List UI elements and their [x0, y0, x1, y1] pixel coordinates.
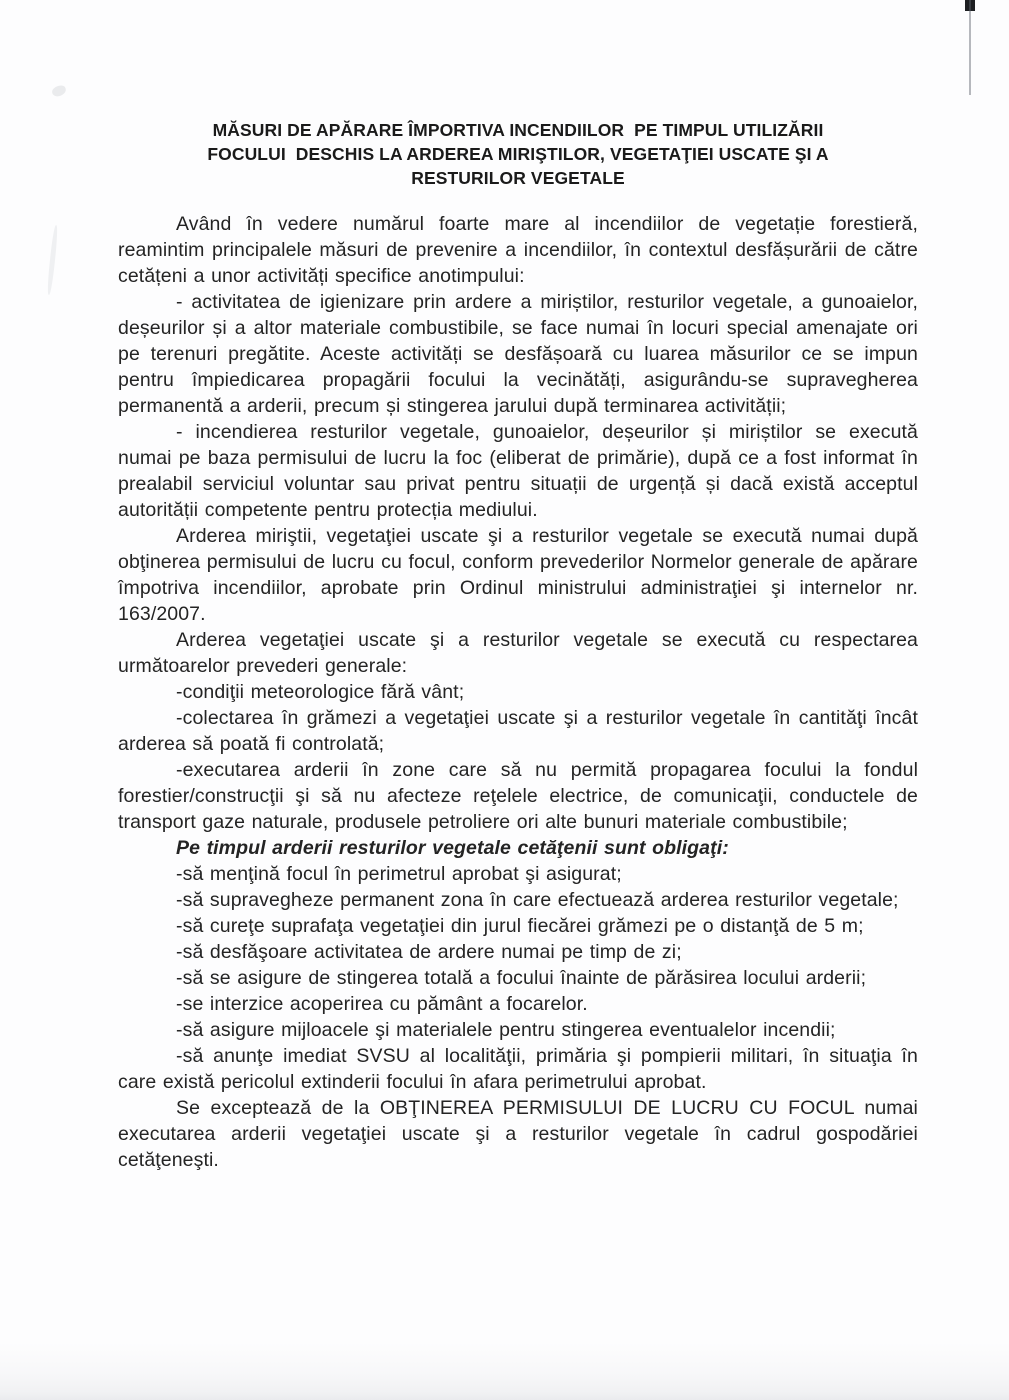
- pencil-smudge-artifact: [46, 225, 58, 295]
- list-item-supravegheze: -să supravegheze permanent zona în care efectuează arderea resturilor vegetale;: [176, 889, 899, 911]
- document-content: [118, 118, 925, 1173]
- document-title: [118, 118, 918, 190]
- paragraph-prevederi-generale: Arderea vegetaţiei uscate şi a resturilor vegetale se execută cu respectarea următoarelor prevederi generale:: [118, 629, 925, 677]
- paragraph-arderea-miristii: Arderea miriştii, vegetaţiei uscate şi a resturilor vegetale se execută numai după obţinerea permisului de lucru cu focul, conform prevederilor Normelor generale de apărare împotriva incendiilor, aprobate prin Ordinul ministrului administraţiei şi internelor nr. 163/2007.: [118, 525, 925, 625]
- pencil-smudge-artifact: [51, 84, 67, 97]
- paragraph-exceptare: Se exceptează de la OBŢINEREA PERMISULUI DE LUCRU CU FOCUL numai executarea arderii vegetaţiei uscate şi a resturilor vegetale în cadrul gospodăriei cetăţeneşti.: [118, 1097, 925, 1171]
- list-item-anunte-svsu: -să anunţe imediat SVSU al localităţii, primăria şi pompierii militari, în situaţia în care există pericolul extinderii focului în afara perimetrului aprobat.: [118, 1045, 925, 1093]
- list-item-mentina-focul: -să menţină focul în perimetrul aprobat şi asigurat;: [176, 863, 622, 885]
- list-item-colectarea: -colectarea în grămezi a vegetaţiei uscate şi a resturilor vegetale în cantităţi încât arderea să poată fi controlată;: [118, 707, 925, 755]
- paragraph-igienizare: - activitatea de igienizare prin ardere a miriștilor, resturilor vegetale, a gunoaielor, deșeurilor și a altor materiale combustibile, se face numai în locuri special amenajate ori pe terenuri pregătite. Aceste activități se desfășoară cu luarea măsurilor ce se impun pentru împiedicarea propagării focului la vecinătăți, asigurându-se supravegherea permanentă a arderii, precum și stingerea jarului după terminarea activității;: [118, 291, 925, 417]
- title-line-2: FOCULUI DESCHIS LA ARDEREA MIRIŞTILOR, VEGETAŢIEI USCATE ŞI A: [207, 144, 829, 164]
- paragraph-incendierea: - incendierea resturilor vegetale, gunoaielor, deșeurilor și miriștilor se execută numai pe baza permisului de lucru la foc (eliberat de primărie), după ce a fost informat în prealabil serviciul voluntar sau privat pentru situații de urgență și dacă există acceptul autorității competente pentru protecția mediului.: [118, 421, 925, 521]
- list-item-conditii-meteo: -condiţii meteorologice fără vânt;: [176, 681, 465, 703]
- paragraph-obligatii-heading: Pe timpul arderii resturilor vegetale cetăţenii sunt obligaţi:: [176, 837, 729, 859]
- list-item-interzice-acoperirea: -se interzice acoperirea cu pământ a focarelor.: [176, 993, 588, 1015]
- title-line-3: RESTURILOR VEGETALE: [411, 168, 625, 188]
- scan-vertical-line-artifact: [969, 0, 971, 95]
- list-item-stingerea-totala: -să se asigure de stingerea totală a focului înainte de părăsirea locului arderii;: [176, 967, 867, 989]
- list-item-asigure-mijloacele: -să asigure mijloacele şi materialele pentru stingerea eventualelor incendii;: [176, 1019, 836, 1041]
- scan-bottom-shadow: [0, 1342, 1009, 1400]
- title-line-1: MĂSURI DE APĂRARE ÎMPORTIVA INCENDIILOR PE TIMPUL UTILIZĂRII: [212, 120, 824, 140]
- list-item-executarea-arderii: -executarea arderii în zone care să nu permită propagarea focului la fondul forestier/construcţii şi să nu afecteze reţelele electrice, de comunicaţii, conductele de transport gaze naturale, produsele petroliere ori alte bunuri materiale combustibile;: [118, 759, 925, 833]
- list-item-curete-suprafata: -să cureţe suprafaţa vegetaţiei din jurul fiecărei grămezi pe o distanţă de 5 m;: [176, 915, 864, 937]
- paragraph-intro: Având în vedere numărul foarte mare al incendiilor de vegetație forestieră, reamintim principalele măsuri de prevenire a incendiilor, în contextul desfășurării de către cetățeni a unor activități specifice anotimpului:: [118, 213, 925, 287]
- list-item-timp-de-zi: -să desfăşoare activitatea de ardere numai pe timp de zi;: [176, 941, 682, 963]
